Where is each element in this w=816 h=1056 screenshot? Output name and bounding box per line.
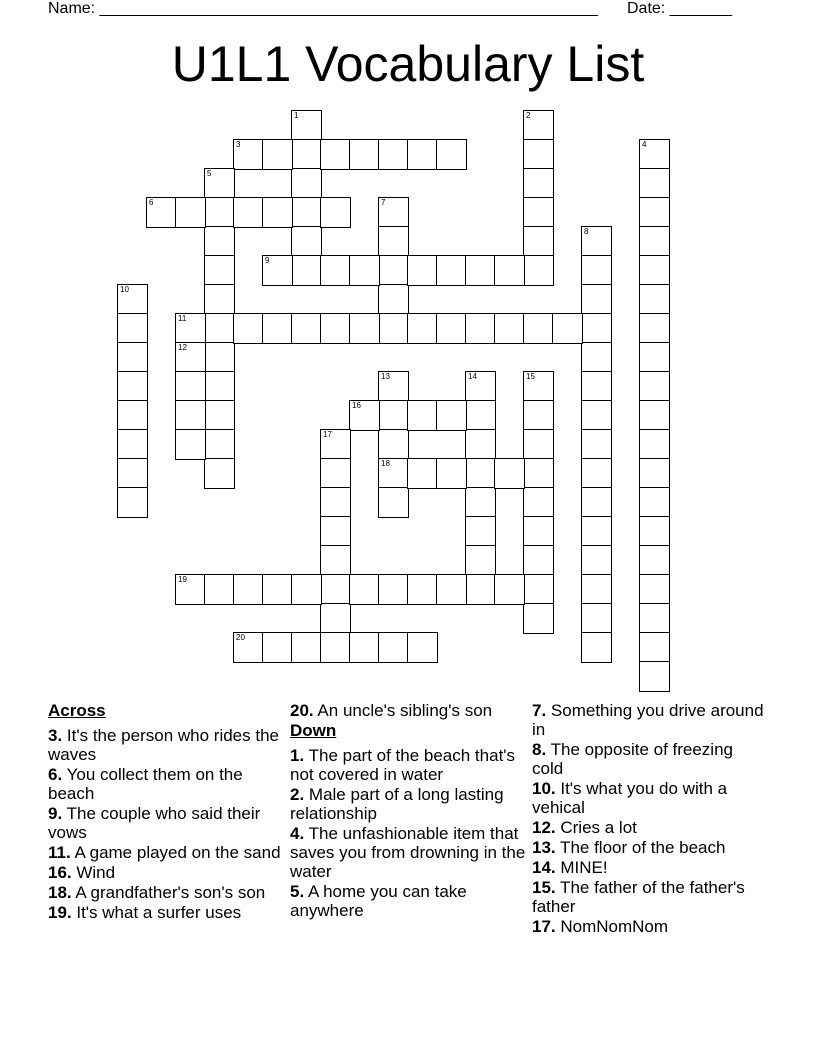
crossword-cell[interactable] [291,313,322,344]
crossword-cell[interactable] [320,545,351,576]
crossword-cell[interactable] [291,110,322,141]
crossword-cell[interactable] [320,429,351,460]
crossword-cell[interactable] [204,313,235,344]
crossword-cell[interactable] [494,313,525,344]
crossword-cell[interactable] [204,197,235,228]
crossword-cell[interactable] [581,371,612,402]
clue-number: 15 [526,372,535,381]
across-heading: Across [48,701,106,720]
clue-number: 18 [381,459,390,468]
clue-number: 14 [468,372,477,381]
crossword-cell[interactable] [320,574,351,605]
crossword-cell[interactable] [204,342,235,373]
crossword-cell[interactable] [407,255,438,286]
clue-number: 9 [265,256,270,265]
clue-number-label: 4. [290,824,305,843]
clue-number: 1 [294,111,299,120]
across-clue [48,804,284,842]
clue-text: Cries a lot [555,818,637,837]
clue-number-label: 12. [532,818,556,837]
crossword-cell[interactable] [523,110,554,141]
across-clue-list-continued [290,701,526,720]
crossword-cell[interactable] [175,313,206,344]
crossword-cell[interactable] [523,429,554,460]
crossword-cell[interactable] [639,371,670,402]
clue-text: A game played on the sand [70,843,281,862]
crossword-cell[interactable] [204,371,235,402]
crossword-cell[interactable] [639,226,670,257]
clue-number: 13 [381,372,390,381]
crossword-cell[interactable] [291,139,322,170]
crossword-cell[interactable] [639,632,670,663]
crossword-cell[interactable] [523,226,554,257]
crossword-cell[interactable] [494,574,525,605]
clue-number-label: 14. [532,858,556,877]
clue-number: 11 [178,314,187,323]
crossword-cell[interactable] [523,487,554,518]
clue-text: An uncle's sibling's son [313,701,493,720]
crossword-cell[interactable] [523,139,554,170]
crossword-cell[interactable] [581,516,612,547]
crossword-cell[interactable] [639,284,670,315]
crossword-cell[interactable] [465,516,496,547]
crossword-cell[interactable] [378,458,409,489]
crossword-cell[interactable] [581,313,612,344]
crossword-cell[interactable] [204,168,235,199]
clue-number-label: 1. [290,746,305,765]
clue-text: A grandfather's son's son [71,883,266,902]
clue-number: 12 [178,343,187,352]
crossword-cell[interactable] [378,400,409,431]
clue-number: 7 [381,198,386,207]
clue-number-label: 11. [48,843,71,862]
crossword-cell[interactable] [262,313,293,344]
crossword-cell[interactable] [407,574,438,605]
crossword-cell[interactable] [494,458,525,489]
clue-number: 5 [207,169,212,178]
clue-text: Something you drive around in [532,701,764,739]
crossword-cell[interactable] [639,400,670,431]
clue-text: The floor of the beach [555,838,726,857]
clue-number-label: 20. [290,701,314,720]
crossword-cell[interactable] [523,574,554,605]
crossword-cell[interactable] [639,429,670,460]
crossword-cell[interactable] [175,400,206,431]
crossword-cell[interactable] [378,632,409,663]
crossword-cell[interactable] [639,255,670,286]
across-clue [48,863,284,882]
crossword-cell[interactable] [465,545,496,576]
crossword-cell[interactable] [378,139,409,170]
clue-text: It's what a surfer uses [71,903,242,922]
crossword-cell[interactable] [117,487,148,518]
down-clue [532,917,768,936]
down-clue [532,818,768,837]
crossword-cell[interactable] [494,255,525,286]
crossword-cell[interactable] [639,487,670,518]
crossword-cell[interactable] [204,429,235,460]
across-clue [48,765,284,803]
crossword-cell[interactable] [175,197,206,228]
clue-number: 8 [584,227,589,236]
crossword-cell[interactable] [523,603,554,634]
across-clue [48,883,284,902]
clues-column-1 [48,701,284,923]
clue-text: It's what you do with a vehical [532,779,728,817]
crossword-cell[interactable] [639,313,670,344]
crossword-cell[interactable] [552,313,583,344]
crossword-cell[interactable] [639,458,670,489]
crossword-cell[interactable] [349,139,380,170]
down-clue [532,878,768,916]
crossword-cell[interactable] [465,458,496,489]
clue-number-label: 3. [48,726,63,745]
crossword-cell[interactable] [639,168,670,199]
crossword-cell[interactable] [233,197,264,228]
clues-column-3 [532,701,768,937]
crossword-cell[interactable] [523,458,554,489]
clue-text: You collect them on the beach [48,765,243,803]
crossword-cell[interactable] [349,313,380,344]
crossword-cell[interactable] [320,458,351,489]
crossword-cell[interactable] [378,574,409,605]
crossword-cell[interactable] [175,371,206,402]
crossword-cell[interactable] [233,574,264,605]
clue-number-label: 8. [532,740,547,759]
crossword-cell[interactable] [378,255,409,286]
crossword-cell[interactable] [639,661,670,692]
crossword-cell[interactable] [262,574,293,605]
crossword-cell[interactable] [378,371,409,402]
clue-text: Male part of a long lasting relationship [290,785,504,823]
crossword-cell[interactable] [639,516,670,547]
clue-number-label: 15. [532,878,556,897]
crossword-cell[interactable] [117,400,148,431]
crossword-cell[interactable] [320,632,351,663]
clue-number: 2 [526,111,531,120]
crossword-cell[interactable] [639,139,670,170]
crossword-cell[interactable] [349,400,380,431]
crossword-cell[interactable] [465,371,496,402]
down-clue-list-continued [532,701,768,936]
crossword-cell[interactable] [117,371,148,402]
crossword-cell[interactable] [262,197,293,228]
crossword-cell[interactable] [320,255,351,286]
crossword-cell[interactable] [349,574,380,605]
clue-number-label: 18. [48,883,72,902]
crossword-cell[interactable] [320,313,351,344]
down-clue [532,838,768,857]
clue-number-label: 9. [48,804,63,823]
crossword-cell[interactable] [581,429,612,460]
crossword-cell[interactable] [146,197,177,228]
clue-text: NomNomNom [555,917,669,936]
crossword-cell[interactable] [117,458,148,489]
down-clue [290,882,526,920]
across-clue [48,726,284,764]
clue-number: 16 [352,401,361,410]
crossword-cell[interactable] [436,458,467,489]
down-clue [532,779,768,817]
crossword-cell[interactable] [581,545,612,576]
crossword-cell[interactable] [378,197,409,228]
clue-text: The unfashionable item that saves you from drowning in the water [290,824,526,881]
down-clue-list [290,746,526,920]
crossword-cell[interactable] [581,603,612,634]
crossword-cell[interactable] [639,574,670,605]
crossword-cell[interactable] [262,632,293,663]
name-field-label: Name: ________________________________________________________ [48,0,598,17]
crossword-cell[interactable] [233,139,264,170]
crossword-cell[interactable] [581,400,612,431]
clue-number-label: 6. [48,765,63,784]
crossword-cell[interactable] [204,284,235,315]
clue-text: It's the person who rides the waves [48,726,279,764]
crossword-cell[interactable] [233,313,264,344]
crossword-cell[interactable] [465,255,496,286]
crossword-cell[interactable] [233,632,264,663]
clue-text: The couple who said their vows [48,804,261,842]
down-clue [532,858,768,877]
crossword-cell[interactable] [523,545,554,576]
crossword-cell[interactable] [175,342,206,373]
clue-number: 6 [149,198,154,207]
crossword-cell[interactable] [407,400,438,431]
crossword-cell[interactable] [465,400,496,431]
crossword-cell[interactable] [407,632,438,663]
clue-number-label: 16. [48,863,72,882]
crossword-cell[interactable] [523,197,554,228]
crossword-cell[interactable] [581,255,612,286]
clue-number: 10 [120,285,129,294]
crossword-cell[interactable] [291,168,322,199]
clue-text: The part of the beach that's not covered in water [290,746,516,784]
crossword-cell[interactable] [378,487,409,518]
crossword-cell[interactable] [291,632,322,663]
crossword-cell[interactable] [639,342,670,373]
crossword-cell[interactable] [581,226,612,257]
crossword-cell[interactable] [378,429,409,460]
crossword-cell[interactable] [407,458,438,489]
down-clue [290,785,526,823]
crossword-cell[interactable] [436,139,467,170]
clues-column-2 [290,701,526,921]
crossword-cell[interactable] [523,371,554,402]
crossword-cell[interactable] [581,574,612,605]
clue-text: The opposite of freezing cold [532,740,733,778]
page-title: U1L1 Vocabulary List [171,36,645,92]
clue-number-label: 17. [532,917,556,936]
crossword-cell[interactable] [117,313,148,344]
crossword-cell[interactable] [581,284,612,315]
crossword-cell[interactable] [320,516,351,547]
down-clue [532,740,768,778]
crossword-cell[interactable] [639,603,670,634]
clue-number-label: 19. [48,903,72,922]
down-clue [290,746,526,784]
clue-text: A home you can take anywhere [290,882,467,920]
down-clue [290,824,526,881]
crossword-cell[interactable] [291,197,322,228]
crossword-cell[interactable] [291,255,322,286]
crossword-cell[interactable] [436,574,467,605]
crossword-cell[interactable] [117,284,148,315]
crossword-cell[interactable] [523,313,554,344]
crossword-cell[interactable] [436,313,467,344]
clue-text: Wind [71,863,116,882]
crossword-cell[interactable] [262,139,293,170]
crossword-cell[interactable] [204,400,235,431]
crossword-cell[interactable] [320,603,351,634]
clue-number-label: 10. [532,779,556,798]
crossword-cell[interactable] [204,574,235,605]
crossword-cell[interactable] [204,255,235,286]
crossword-cell[interactable] [349,255,380,286]
crossword-cell[interactable] [523,400,554,431]
crossword-cell[interactable] [523,255,554,286]
crossword-cell[interactable] [117,429,148,460]
crossword-cell[interactable] [320,139,351,170]
crossword-cell[interactable] [204,226,235,257]
crossword-cell[interactable] [523,168,554,199]
crossword-cell[interactable] [175,429,206,460]
crossword-cell[interactable] [378,313,409,344]
clue-number: 4 [642,140,647,149]
crossword-cell[interactable] [581,632,612,663]
crossword-cell[interactable] [320,197,351,228]
across-clue [48,843,284,862]
crossword-cell[interactable] [378,226,409,257]
clue-number: 3 [236,140,241,149]
crossword-cell[interactable] [407,313,438,344]
crossword-cell[interactable] [581,342,612,373]
crossword-cell[interactable] [291,226,322,257]
clue-number: 19 [178,575,187,584]
down-clue [532,701,768,739]
crossword-cell[interactable] [291,574,322,605]
crossword-cell[interactable] [349,632,380,663]
across-clue [48,903,284,922]
crossword-cell[interactable] [465,487,496,518]
crossword-cell[interactable] [639,545,670,576]
across-clue-list [48,726,284,922]
clue-text: The father of the father's father [532,878,745,916]
crossword-cell[interactable] [523,516,554,547]
clue-number: 20 [236,633,245,642]
clue-number-label: 5. [290,882,305,901]
date-field-label: Date: _______ [627,0,732,17]
clue-text: MINE! [555,858,608,877]
crossword-cell[interactable] [175,574,206,605]
crossword-cell[interactable] [407,139,438,170]
down-heading: Down [290,721,337,740]
crossword-cell[interactable] [117,342,148,373]
crossword-cell[interactable] [378,284,409,315]
clue-number-label: 2. [290,785,305,804]
crossword-cell[interactable] [581,487,612,518]
crossword-cell[interactable] [465,313,496,344]
crossword-cell[interactable] [465,429,496,460]
crossword-cell[interactable] [204,458,235,489]
clue-number-label: 7. [532,701,547,720]
clue-number: 17 [323,430,332,439]
across-clue [290,701,526,720]
crossword-cell[interactable] [262,255,293,286]
crossword-cell[interactable] [581,458,612,489]
crossword-cell[interactable] [436,255,467,286]
crossword-cell[interactable] [436,400,467,431]
crossword-cell[interactable] [320,487,351,518]
clue-number-label: 13. [532,838,556,857]
crossword-cell[interactable] [465,574,496,605]
crossword-cell[interactable] [639,197,670,228]
